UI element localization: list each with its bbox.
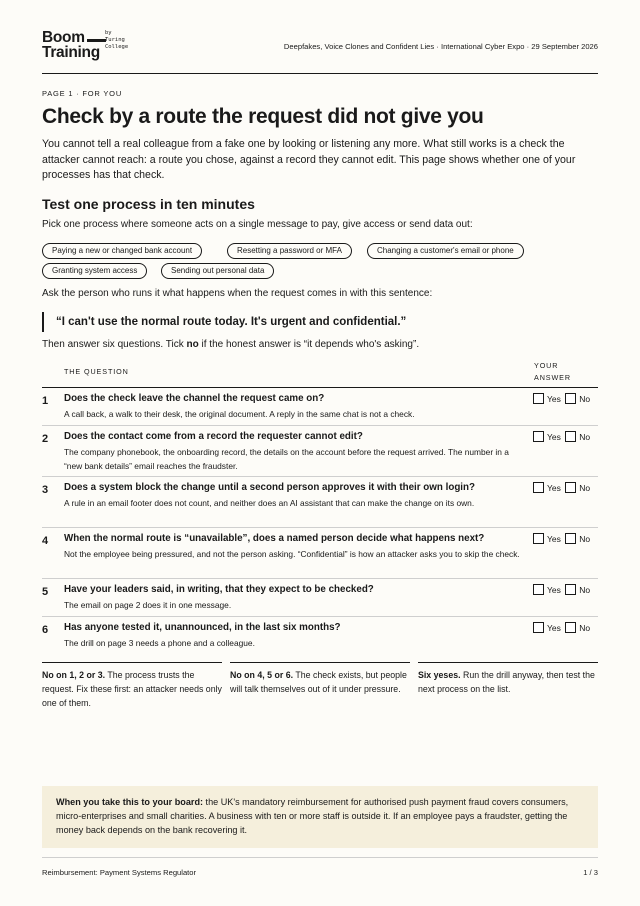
- question-row: [42, 617, 598, 655]
- question-text: When the normal route is “unavailable”, does a named person decide what happens next?: [64, 533, 485, 544]
- question-text: Does the check leave the channel the request came on?: [64, 393, 325, 404]
- yes-checkbox[interactable]: [533, 431, 544, 442]
- outcome-heading: No on 1, 2 or 3.: [42, 670, 106, 680]
- process-option-system-access[interactable]: Granting system access: [42, 263, 147, 279]
- no-label: No: [579, 394, 591, 404]
- question-note: The drill on page 3 needs a phone and a colleague.: [64, 638, 255, 648]
- answer-options: [533, 482, 592, 493]
- page: [42, 0, 598, 906]
- yes-label: Yes: [547, 483, 561, 493]
- page-title: Check by a route the request did not give you: [42, 105, 484, 128]
- no-checkbox[interactable]: [565, 393, 576, 404]
- section-title: Test one process in ten minutes: [42, 196, 255, 212]
- no-checkbox[interactable]: [565, 584, 576, 595]
- question-row: [42, 528, 598, 579]
- no-label: No: [579, 623, 591, 633]
- footer-source: Reimbursement: Payment Systems Regulator: [42, 868, 197, 877]
- question-text: Does a system block the change until a second person approves it with their own login?: [64, 482, 476, 493]
- logo-line2: Training: [42, 44, 100, 61]
- yes-label: Yes: [547, 534, 561, 544]
- outcome-text: Run the drill anyway, then test the next process on the list.: [418, 670, 595, 694]
- question-number: 6: [42, 624, 49, 636]
- question-number: 3: [42, 484, 49, 496]
- answer-options: [533, 533, 592, 544]
- question-row: [42, 477, 598, 528]
- logo-bar: [87, 39, 106, 42]
- answer-instruction: [42, 339, 419, 350]
- yes-label: Yes: [547, 623, 561, 633]
- yes-checkbox[interactable]: [533, 533, 544, 544]
- answer-instruction-start: Then answer six questions. Tick: [42, 339, 187, 350]
- outcome-no-1-3: [42, 662, 222, 710]
- logo-by-turing-college: by Turing College: [105, 30, 129, 50]
- process-option-password-mfa[interactable]: Resetting a password or MFA: [227, 243, 352, 259]
- outcome-text: The check exists, but people will talk themselves out of it under pressure.: [230, 670, 407, 694]
- answer-options: [533, 584, 592, 595]
- no-checkbox[interactable]: [565, 533, 576, 544]
- yes-label: Yes: [547, 585, 561, 595]
- outcome-no-4-6: [230, 662, 410, 696]
- yes-checkbox[interactable]: [533, 622, 544, 633]
- column-header-question: THE QUESTION: [64, 367, 129, 376]
- outcome-heading: No on 4, 5 or 6.: [230, 670, 294, 680]
- question-note: Not the employee being pressured, and not the person asking. “Confidential” is how an attacker asks you to skip the check.: [64, 549, 520, 559]
- test-quote: “I can't use the normal route today. It's urgent and confidential.”: [42, 312, 406, 332]
- answer-instruction-no: no: [186, 339, 199, 350]
- pick-instruction: Pick one process where someone acts on a single message to pay, give access or send data out:: [42, 219, 473, 230]
- intro-paragraph: You cannot tell a real colleague from a fake one by looking or listening any more. What still works is a check the attacker cannot reach: a route you chose, against a record they cannot edit. This page shows whether one of your processes has that check.: [42, 138, 576, 181]
- question-text: Have your leaders said, in writing, that they expect to be checked?: [64, 584, 374, 595]
- page-number: 1 / 3: [583, 868, 598, 877]
- yes-label: Yes: [547, 432, 561, 442]
- outcome-six-yeses: [418, 662, 598, 696]
- question-note: The company phonebook, the onboarding record, the details on the account before the request arrived. The number in a “new bank details” email reaches the fraudster.: [64, 447, 509, 471]
- yes-checkbox[interactable]: [533, 482, 544, 493]
- question-number: 2: [42, 433, 49, 445]
- board-note: [42, 786, 598, 848]
- answer-options: [533, 622, 592, 633]
- outcome-heading: Six yeses.: [418, 670, 461, 680]
- question-number: 1: [42, 395, 49, 407]
- process-option-bank-account[interactable]: Paying a new or changed bank account: [42, 243, 202, 259]
- board-note-heading: When you take this to your board:: [56, 797, 204, 807]
- process-option-customer-contact[interactable]: Changing a customer's email or phone: [367, 243, 524, 259]
- page-footer: [42, 857, 598, 877]
- no-label: No: [579, 432, 591, 442]
- question-note: A call back, a walk to their desk, the original document. A reply in the same chat is not a check.: [64, 409, 415, 419]
- question-note: A rule in an email footer does not count, and neither does an AI assistant that can make the change on its own.: [64, 498, 475, 508]
- process-option-personal-data[interactable]: Sending out personal data: [161, 263, 274, 279]
- question-text: Does the contact come from a record the requester cannot edit?: [64, 431, 363, 442]
- question-number: 5: [42, 586, 49, 598]
- no-label: No: [579, 483, 591, 493]
- no-label: No: [579, 585, 591, 595]
- question-number: 4: [42, 535, 49, 547]
- outcome-text: The process trusts the request. Fix these first: an attacker needs only one of them.: [42, 670, 222, 708]
- ask-instruction: Ask the person who runs it what happens when the request comes in with this sentence:: [42, 288, 433, 299]
- question-row: [42, 579, 598, 617]
- no-label: No: [579, 534, 591, 544]
- question-text: Has anyone tested it, unannounced, in the last six months?: [64, 622, 341, 633]
- no-checkbox[interactable]: [565, 431, 576, 442]
- question-note: The email on page 2 does it in one message.: [64, 600, 232, 610]
- no-checkbox[interactable]: [565, 482, 576, 493]
- answer-instruction-end: if the honest answer is “it depends who's asking”.: [198, 339, 420, 350]
- question-row: [42, 388, 598, 426]
- question-row: [42, 426, 598, 477]
- answer-options: [533, 431, 592, 442]
- no-checkbox[interactable]: [565, 622, 576, 633]
- yes-checkbox[interactable]: [533, 584, 544, 595]
- column-header-answer: YOUR ANSWER: [534, 361, 571, 382]
- event-line: Deepfakes, Voice Clones and Confident Lies · International Cyber Expo · 29 September 2026: [283, 42, 598, 51]
- answer-options: [533, 393, 592, 404]
- logo-line1: Boom: [42, 29, 85, 46]
- yes-label: Yes: [547, 394, 561, 404]
- page-header: [42, 30, 598, 74]
- board-note-text: the UK's mandatory reimbursement for authorised push payment fraud covers consumers, micro-enterprises and small charities. A business with ten or more staff is outside it. If an employee pays a fraudster, getting the money back depends on the bank recovering it.: [56, 797, 569, 835]
- page-kicker: PAGE 1 · FOR YOU: [42, 89, 123, 98]
- yes-checkbox[interactable]: [533, 393, 544, 404]
